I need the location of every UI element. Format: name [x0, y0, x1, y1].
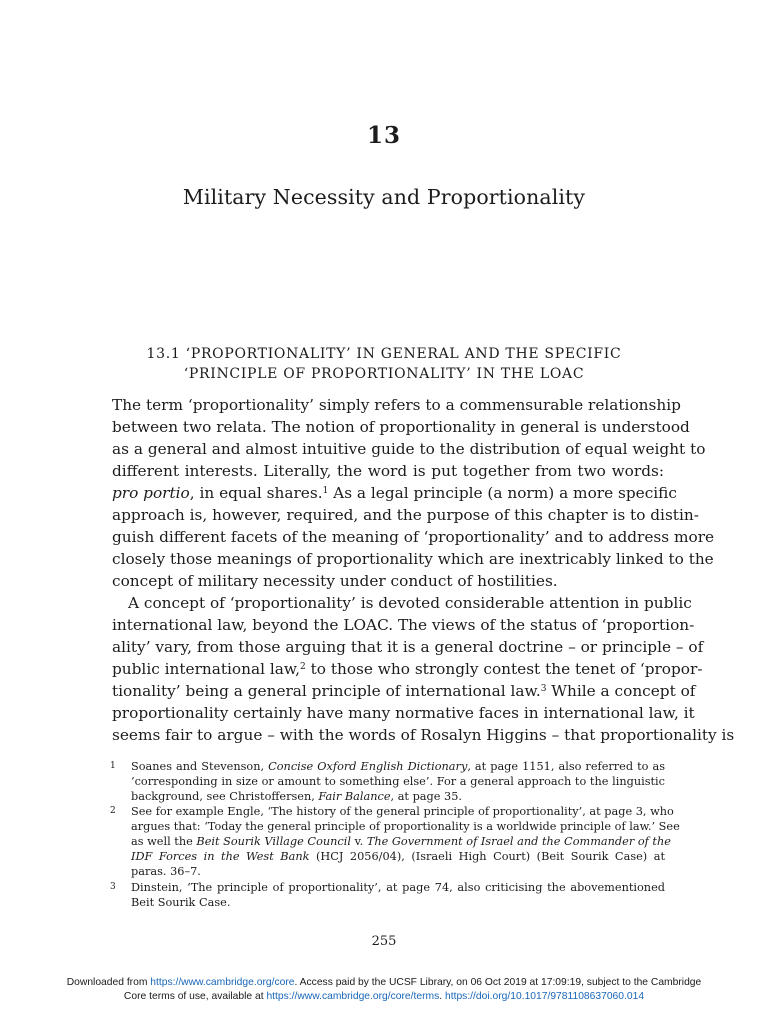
citation-title: Concise Oxford English Dictionary	[268, 760, 468, 773]
cambridge-core-link[interactable]: https://www.cambridge.org/core	[150, 977, 295, 988]
text-run: Core terms of use, available at	[123, 990, 267, 1002]
body-line: international law, beyond the LOAC. The views of the status of ‘proportion-	[112, 616, 695, 634]
text-run: as well the	[131, 835, 197, 848]
body-line: seems fair to argue – with the words of Rosalyn Higgins – that proportionality is	[112, 726, 735, 744]
footnote-line: argues that: ‘Today the general principle of proportionality is a worldwide principle of law.’ See	[131, 820, 680, 833]
chapter-title: Military Necessity and Proportionality	[182, 185, 586, 209]
body-line: ality’ vary, from those arguing that it is a general doctrine – or principle – of	[112, 638, 704, 656]
latin-term: pro portio	[112, 484, 190, 502]
case-name: IDF Forces in the West Bank	[131, 850, 310, 863]
citation-title: Fair Balance	[318, 790, 391, 803]
body-line: as a general and almost intuitive guide to the distribution of equal weight to	[112, 440, 706, 458]
body-line: different interests. Literally, the word is put together from two words:	[112, 462, 664, 480]
footnote-marker: 2	[110, 806, 116, 816]
download-note-line	[18, 990, 750, 1004]
footnote-line: paras. 36–7.	[131, 865, 201, 878]
body-line: A concept of ‘proportionality’ is devoted considerable attention in public	[128, 594, 692, 612]
text-run: v.	[350, 835, 367, 848]
text-run: , in equal shares.	[189, 484, 323, 502]
footnote-ref[interactable]: 3	[540, 684, 547, 694]
section-heading-line: ‘PRINCIPLE OF PROPORTIONALITY’ IN THE LOAC	[183, 366, 585, 382]
text-run: , at page 1151, also referred to as	[467, 760, 665, 773]
text-run: .	[439, 990, 445, 1002]
body-line	[112, 680, 696, 702]
text-run: . Access paid by the UCSF Library, on 06 Oct 2019 at 17:09:19, subject to the Cambridge	[294, 977, 702, 988]
footnote-line	[131, 759, 665, 774]
body-line	[112, 482, 677, 504]
text-run: Soanes and Stevenson,	[131, 760, 269, 773]
text-run: to those who strongly contest the tenet of ‘propor-	[305, 660, 703, 678]
footnote-marker: 1	[110, 761, 116, 771]
case-name: Beit Sourik Village Council	[196, 835, 351, 848]
text-run: , at page 35.	[390, 790, 463, 803]
footnote-ref[interactable]: 2	[300, 662, 306, 672]
text-run: tionality’ being a general principle of international law.	[112, 682, 541, 700]
doi-link[interactable]: https://doi.org/10.1017/9781108637060.014	[445, 990, 645, 1002]
footnote-ref[interactable]: 1	[322, 486, 329, 496]
text-run: As a legal principle (a norm) a more specific	[328, 484, 677, 502]
footnote-marker: 3	[110, 882, 116, 892]
text-run: While a concept of	[546, 682, 696, 700]
body-line: proportionality certainly have many normative faces in international law, it	[112, 704, 695, 722]
text-run: public international law,	[112, 660, 301, 678]
section-heading	[120, 344, 648, 384]
page-number: 255	[371, 934, 397, 949]
download-note	[18, 976, 750, 1003]
terms-link[interactable]: https://www.cambridge.org/core/terms	[266, 990, 440, 1002]
text-run: Downloaded from	[66, 977, 151, 988]
text-run: background, see Christoffersen,	[131, 790, 319, 803]
footnote-line	[131, 834, 671, 849]
footnote-line	[131, 849, 665, 864]
body-line: concept of military necessity under conduct of hostilities.	[112, 572, 558, 590]
footnote-line: ‘corresponding in size or amount to something else’. For a general approach to the linguistic	[131, 775, 665, 788]
body-line	[112, 658, 703, 680]
download-note-line	[18, 976, 750, 990]
case-name: The Government of Israel and the Commander of the	[366, 835, 671, 848]
chapter-number: 13	[366, 122, 401, 149]
footnote-line: Dinstein, ‘The principle of proportionality’, at page 74, also criticising the abovementioned	[131, 881, 665, 894]
body-line: The term ‘proportionality’ simply refers to a commensurable relationship	[112, 396, 681, 414]
section-heading-line: 13.1 ‘PROPORTIONALITY’ IN GENERAL AND THE SPECIFIC	[146, 346, 622, 362]
footnote-line: Beit Sourik Case.	[131, 896, 231, 909]
text-run: (HCJ 2056/04), (Israeli High Court) (Beit Sourik Case) at	[309, 850, 665, 863]
body-line: between two relata. The notion of proportionality in general is understood	[112, 418, 690, 436]
body-line: approach is, however, required, and the purpose of this chapter is to distin-	[112, 506, 699, 524]
footnote-line: See for example Engle, ‘The history of the general principle of proportionality’, at page 3, who	[131, 805, 674, 818]
body-line: guish different facets of the meaning of ‘proportionality’ and to address more	[112, 528, 715, 546]
body-line: closely those meanings of proportionality which are inextricably linked to the	[112, 550, 714, 568]
footnote-line	[131, 789, 665, 804]
